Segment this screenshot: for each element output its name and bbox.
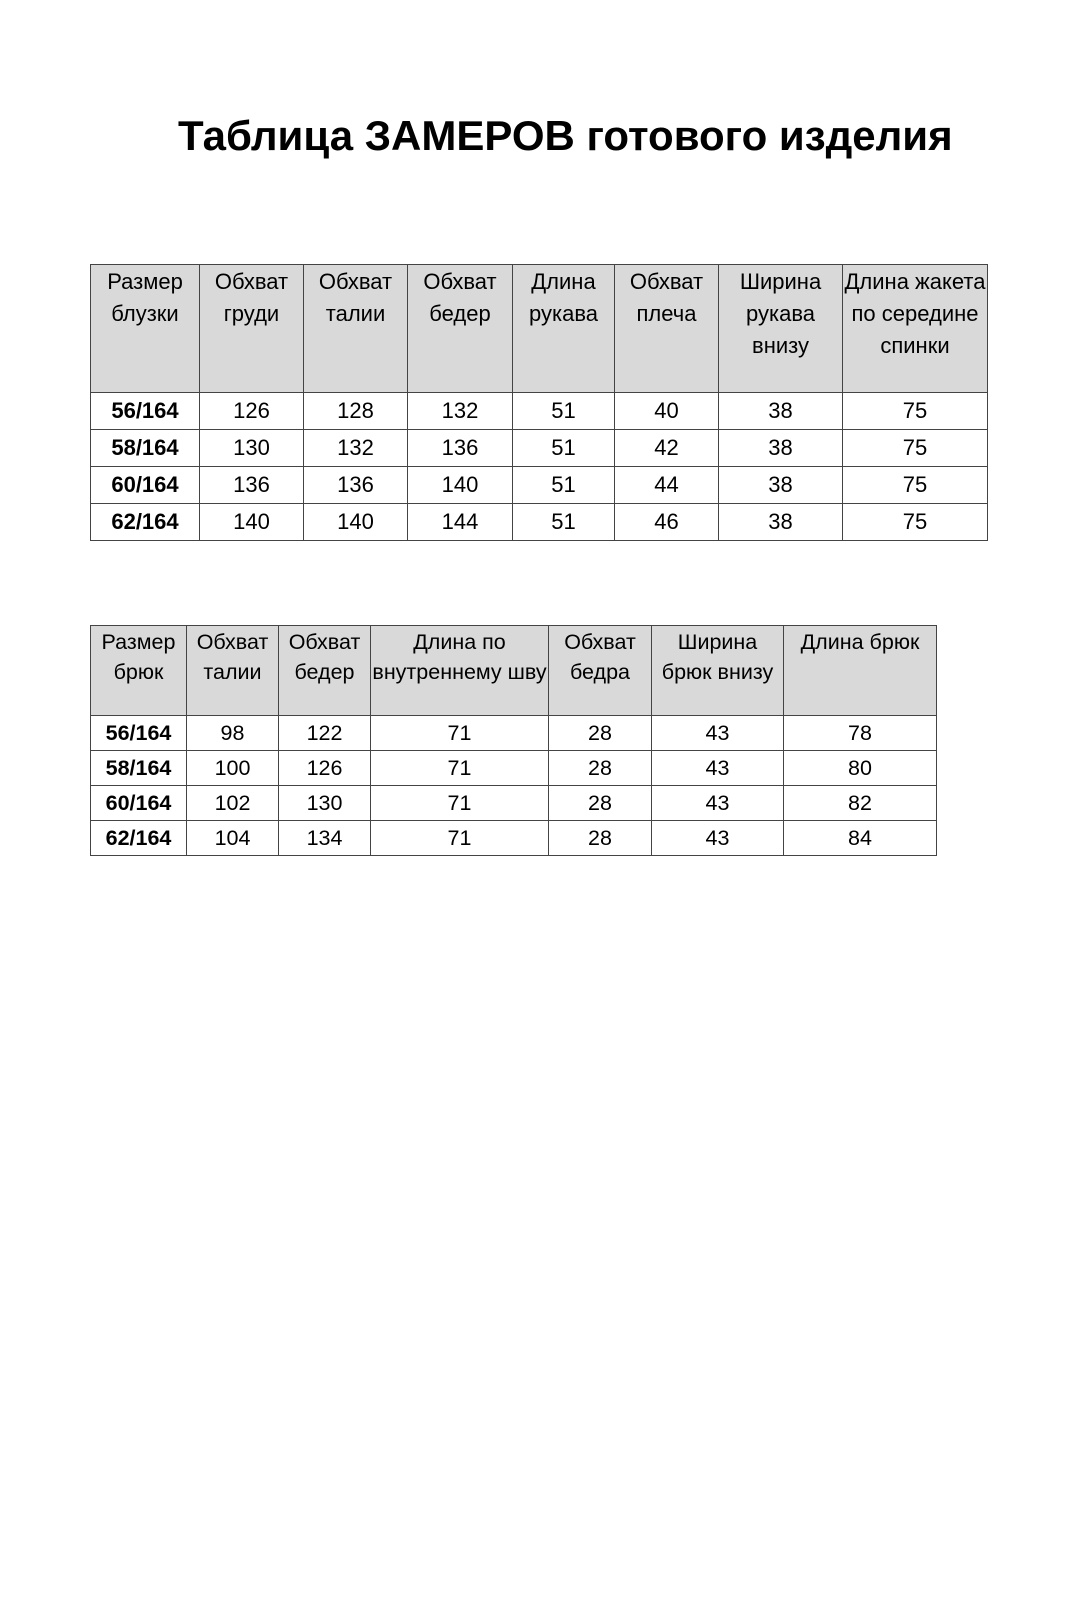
table-cell: 51 <box>513 467 615 504</box>
table-cell: 44 <box>615 467 719 504</box>
header-cell: Обхват талии <box>304 265 408 393</box>
table-cell: 122 <box>279 716 371 751</box>
table-cell: 140 <box>408 467 513 504</box>
table-cell: 140 <box>200 504 304 541</box>
table-cell: 51 <box>513 393 615 430</box>
header-cell: Ширина рукава внизу <box>719 265 843 393</box>
size-cell: 62/164 <box>91 821 187 856</box>
table-cell: 71 <box>371 751 549 786</box>
header-cell: Длина брюк <box>784 626 937 716</box>
header-cell: Обхват бедер <box>408 265 513 393</box>
table-row <box>91 821 937 856</box>
table-cell: 140 <box>304 504 408 541</box>
size-cell: 56/164 <box>91 393 200 430</box>
table-cell: 130 <box>200 430 304 467</box>
table-row <box>91 467 988 504</box>
table-cell: 128 <box>304 393 408 430</box>
table-cell: 132 <box>304 430 408 467</box>
table-cell: 98 <box>187 716 279 751</box>
table-cell: 136 <box>304 467 408 504</box>
header-cell: Обхват талии <box>187 626 279 716</box>
size-cell: 62/164 <box>91 504 200 541</box>
table-row <box>91 430 988 467</box>
pants-measurements-table <box>90 625 937 856</box>
table-header-row <box>91 626 937 716</box>
table-cell: 136 <box>200 467 304 504</box>
table-row <box>91 751 937 786</box>
table-cell: 136 <box>408 430 513 467</box>
table-cell: 28 <box>549 821 652 856</box>
table-cell: 71 <box>371 716 549 751</box>
header-cell: Обхват бедра <box>549 626 652 716</box>
header-cell: Размер брюк <box>91 626 187 716</box>
table-cell: 126 <box>200 393 304 430</box>
table-cell: 46 <box>615 504 719 541</box>
header-cell: Длина жакета по середине спинки <box>843 265 988 393</box>
table-cell: 71 <box>371 786 549 821</box>
header-cell: Ширина брюк внизу <box>652 626 784 716</box>
table-cell: 43 <box>652 716 784 751</box>
table-row <box>91 786 937 821</box>
size-cell: 60/164 <box>91 467 200 504</box>
table-cell: 126 <box>279 751 371 786</box>
table-cell: 78 <box>784 716 937 751</box>
table-cell: 51 <box>513 430 615 467</box>
table-cell: 42 <box>615 430 719 467</box>
header-cell: Размер блузки <box>91 265 200 393</box>
table-header-row <box>91 265 988 393</box>
table-cell: 43 <box>652 786 784 821</box>
size-cell: 60/164 <box>91 786 187 821</box>
size-cell: 58/164 <box>91 430 200 467</box>
table-row <box>91 504 988 541</box>
table-cell: 51 <box>513 504 615 541</box>
table-cell: 38 <box>719 430 843 467</box>
table-cell: 75 <box>843 504 988 541</box>
header-cell: Обхват груди <box>200 265 304 393</box>
table-cell: 144 <box>408 504 513 541</box>
header-cell: Обхват бедер <box>279 626 371 716</box>
table-cell: 80 <box>784 751 937 786</box>
table-cell: 84 <box>784 821 937 856</box>
header-cell: Длина по внутреннему шву <box>371 626 549 716</box>
table-cell: 28 <box>549 786 652 821</box>
table-cell: 38 <box>719 504 843 541</box>
size-cell: 56/164 <box>91 716 187 751</box>
table-row <box>91 393 988 430</box>
table-cell: 104 <box>187 821 279 856</box>
table-cell: 43 <box>652 821 784 856</box>
table-row <box>91 716 937 751</box>
table-cell: 100 <box>187 751 279 786</box>
table-cell: 75 <box>843 467 988 504</box>
table-cell: 40 <box>615 393 719 430</box>
blouse-measurements-table <box>90 264 988 541</box>
table-cell: 38 <box>719 393 843 430</box>
page-title: Таблица ЗАМЕРОВ готового изделия <box>178 112 953 159</box>
table-cell: 28 <box>549 716 652 751</box>
table-cell: 38 <box>719 467 843 504</box>
header-cell: Длина рукава <box>513 265 615 393</box>
size-cell: 58/164 <box>91 751 187 786</box>
table-cell: 82 <box>784 786 937 821</box>
table-cell: 71 <box>371 821 549 856</box>
table-cell: 130 <box>279 786 371 821</box>
header-cell: Обхват плеча <box>615 265 719 393</box>
table-cell: 102 <box>187 786 279 821</box>
table-cell: 134 <box>279 821 371 856</box>
table-cell: 43 <box>652 751 784 786</box>
table-cell: 28 <box>549 751 652 786</box>
table-cell: 75 <box>843 393 988 430</box>
table-cell: 132 <box>408 393 513 430</box>
table-cell: 75 <box>843 430 988 467</box>
